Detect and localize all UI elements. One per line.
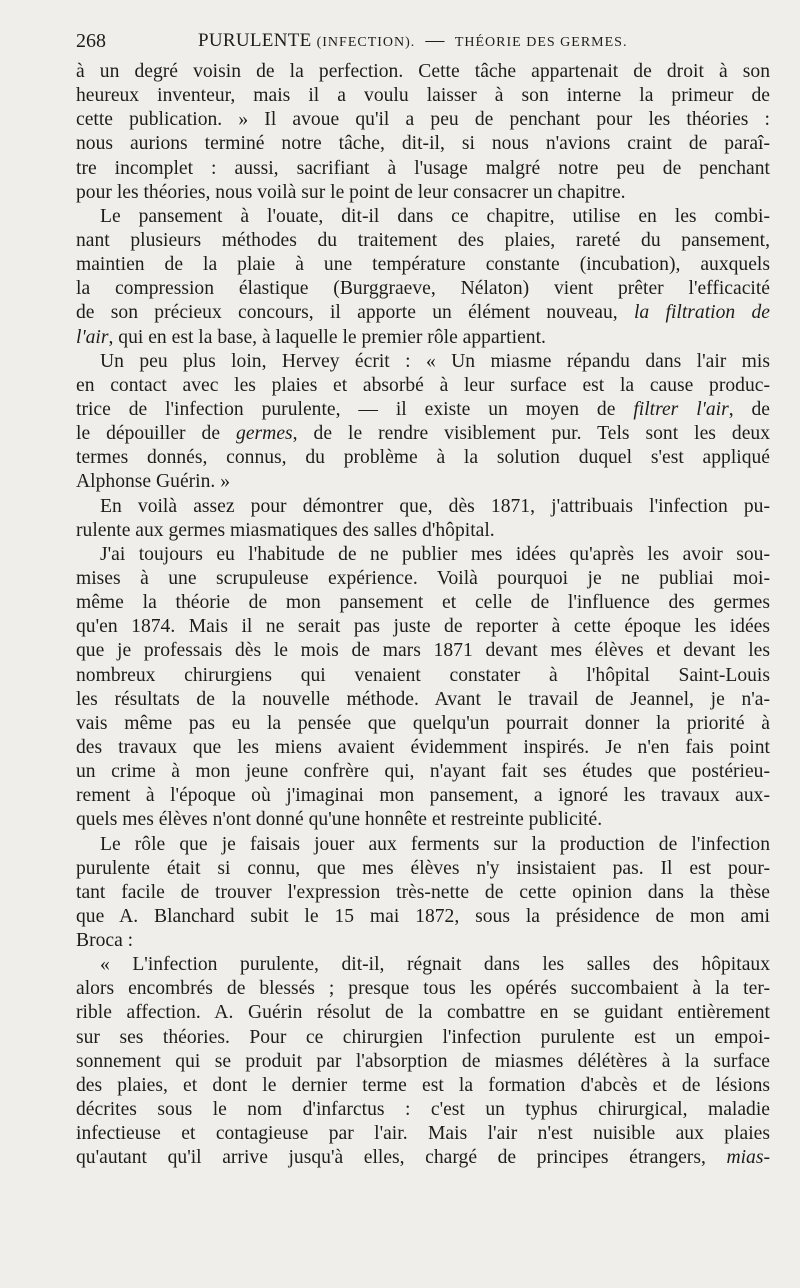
text-line: rement à l'époque où j'imaginai mon pansement, a ignoré les travaux aux-	[76, 785, 770, 807]
text-line: que A. Blanchard subit le 15 mai 1872, sous la présidence de mon ami	[76, 905, 770, 927]
text-line: maintien de la plaie à une température constante (incubation), auxquels	[76, 254, 770, 276]
text-line: qu'en 1874. Mais il ne serait pas juste de reporter à cette époque les idées	[76, 616, 770, 638]
page-number: 268	[76, 30, 106, 52]
text-line: sur ses théories. Pour ce chirurgien l'infection purulente est un empoi-	[76, 1026, 770, 1048]
running-header	[76, 24, 770, 60]
text-line: purulente était si connu, que mes élèves n'y insistaient pas. Il est pour-	[76, 857, 770, 879]
text-line: quels mes élèves n'ont donné qu'une honnête et restreinte publicité.	[76, 809, 603, 831]
text-line: rulente aux germes miasmatiques des salles d'hôpital.	[76, 519, 495, 541]
text-line: infectieuse et contagieuse par l'air. Mais l'air n'est nuisible aux plaies	[76, 1123, 770, 1145]
text-line: que je professais dès le mois de mars 1871 devant mes élèves et devant les	[76, 640, 770, 662]
text-line: cette publication. » Il avoue qu'il a peu de penchant pour les théories :	[76, 109, 770, 131]
text-line: Broca :	[76, 930, 134, 952]
text-line: Le pansement à l'ouate, dit-il dans ce chapitre, utilise en les combi-	[100, 205, 770, 227]
text-line: de son précieux concours, il apporte un élément nouveau, la filtration de	[76, 302, 770, 324]
text-line: même la théorie de mon pansement et celle de l'influence des germes	[76, 592, 770, 614]
text-line: nombreux chirurgiens qui venaient constater à l'hôpital Saint-Louis	[76, 664, 770, 686]
text-line: des plaies, et dont le dernier terme est la formation d'abcès et de lésions	[76, 1074, 770, 1096]
running-title	[198, 30, 627, 52]
text-line: mises à une scrupuleuse expérience. Voilà pourquoi je ne publiai moi-	[76, 567, 770, 589]
text-line: les résultats de la nouvelle méthode. Avant le travail de Jeannel, je n'a-	[76, 688, 770, 710]
text-line: un crime à mon jeune confrère qui, n'ayant fait ses études que postérieu-	[76, 761, 770, 783]
text-line: termes donnés, connus, du problème à la solution duquel s'est appliqué	[76, 447, 770, 469]
text-line: pour les théories, nous voilà sur le point de leur consacrer un chapitre.	[76, 181, 626, 203]
text-line: en contact avec les plaies et absorbé à leur surface est la cause produc-	[76, 374, 770, 396]
running-title-main: PURULENTE	[198, 30, 312, 51]
text-line: nant plusieurs méthodes du traitement des plaies, rareté du pansement,	[76, 229, 770, 251]
text-line: le dépouiller de germes, de le rendre visiblement pur. Tels sont les deux	[76, 423, 770, 445]
text-line: Un peu plus loin, Hervey écrit : « Un miasme répandu dans l'air mis	[100, 350, 770, 372]
text-line: J'ai toujours eu l'habitude de ne publier mes idées qu'après les avoir sou-	[100, 543, 770, 565]
running-title-dash: —	[425, 30, 445, 51]
text-line: En voilà assez pour démontrer que, dès 1871, j'attribuais l'infection pu-	[100, 495, 770, 517]
text-line: décrites sous le nom d'infarctus : c'est un typhus chirurgical, maladie	[76, 1099, 770, 1121]
text-line: Alphonse Guérin. »	[76, 471, 231, 493]
text-line: la compression élastique (Burggraeve, Nélaton) vient prêter l'efficacité	[76, 278, 770, 300]
text-line: des travaux que les miens avaient évidemment inspirés. Je n'en fais point	[76, 736, 770, 758]
running-title-section: THÉORIE DES GERMES.	[454, 35, 628, 50]
text-line: vais même pas eu la pensée que quelqu'un pourrait donner la priorité à	[76, 712, 770, 734]
text-line: tre incomplet : aussi, sacrifiant à l'usage malgré notre peu de penchant	[76, 157, 770, 179]
text-line: trice de l'infection purulente, — il existe un moyen de filtrer l'air, de	[76, 398, 770, 420]
text-line: « L'infection purulente, dit-il, régnait dans les salles des hôpitaux	[100, 954, 770, 976]
text-line: l'air, qui en est la base, à laquelle le premier rôle appartient.	[76, 326, 546, 348]
running-title-small: (INFECTION).	[316, 35, 416, 50]
body-text	[76, 60, 770, 1170]
text-line: rible affection. A. Guérin résolut de la combattre en se guidant entièrement	[76, 1002, 770, 1024]
text-line: Le rôle que je faisais jouer aux ferments sur la production de l'infection	[100, 833, 770, 855]
text-line: alors encombrés de blessés ; presque tous les opérés succombaient à la ter-	[76, 978, 770, 1000]
text-line: à un degré voisin de la perfection. Cette tâche appartenait de droit à son	[76, 61, 770, 82]
text-line: sonnement qui se produit par l'absorption de miasmes délétères à la surface	[76, 1050, 770, 1072]
text-line: nous aurions terminé notre tâche, dit-il, si nous n'avions craint de paraî-	[76, 133, 770, 155]
text-line: tant facile de trouver l'expression très-nette de cette opinion dans la thèse	[76, 881, 770, 903]
text-line: heureux inventeur, mais il a voulu laisser à son interne la primeur de	[76, 85, 770, 107]
text-line: qu'autant qu'il arrive jusqu'à elles, chargé de principes étrangers, mias-	[76, 1147, 770, 1169]
